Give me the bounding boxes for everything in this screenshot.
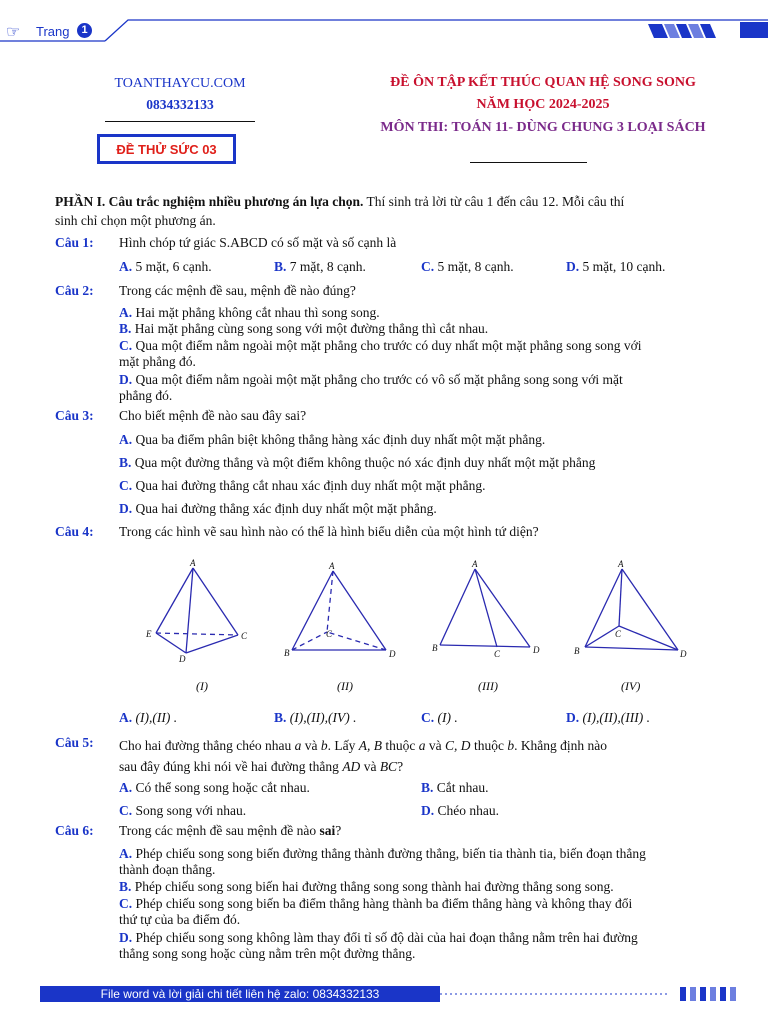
school-year: NĂM HỌC 2024-2025	[476, 97, 610, 112]
svg-text:E: E	[146, 629, 152, 639]
header-decoration	[0, 0, 768, 50]
figure-captions	[196, 679, 640, 693]
svg-text:B: B	[284, 648, 290, 658]
question-label: Câu 5:	[55, 735, 94, 750]
question-text: Cho biết mệnh đề nào sau đây sai?	[119, 408, 307, 423]
svg-text:C: C	[494, 649, 501, 659]
exam-badge	[97, 134, 236, 164]
figure-1	[156, 568, 238, 653]
option-b[interactable]: B. 7 mặt, 8 cạnh.	[274, 259, 366, 274]
option-d[interactable]: D. 5 mặt, 10 cạnh.	[566, 259, 666, 274]
question-label: Câu 6:	[55, 823, 94, 838]
divider	[470, 162, 587, 163]
option-a[interactable]: A. 5 mặt, 6 cạnh.	[119, 259, 212, 274]
subject-line: MÔN THI: TOÁN 11- DÙNG CHUNG 3 LOẠI SÁCH	[380, 120, 706, 135]
option-d[interactable]: D. Qua một điểm nằm ngoài một mặt phẳng cho trước có vô số mặt phẳng song song với mặt phẳng đó.	[119, 372, 623, 403]
svg-text:(IV): (IV)	[621, 679, 641, 693]
svg-text:D: D	[389, 649, 396, 659]
svg-text:B: B	[574, 646, 580, 656]
svg-text:C: C	[615, 629, 622, 639]
option-c[interactable]: C. Song song với nhau.	[119, 803, 247, 818]
option-c[interactable]: C. (I) .	[421, 710, 458, 725]
svg-text:(III): (III)	[478, 679, 498, 693]
figure-4	[585, 569, 678, 650]
tetrahedron-figures	[130, 555, 730, 700]
page-label: Trang	[36, 24, 70, 39]
svg-text:(I): (I)	[196, 679, 208, 693]
question-label: Câu 2:	[55, 283, 94, 298]
svg-text:A: A	[618, 559, 624, 569]
footer-decoration	[440, 984, 750, 1004]
page-number-badge: 1	[77, 23, 92, 38]
option-d[interactable]: D. Phép chiếu song song không làm thay đổi tỉ số độ dài của hai đoạn thẳng nằm trên hai đường thẳng song song hoặc cùng nằm trên một đường thẳng.	[119, 930, 638, 961]
question-label: Câu 3:	[55, 408, 94, 423]
option-c[interactable]: C. Qua hai đường thẳng cắt nhau xác định duy nhất một mặt phẳng.	[119, 478, 486, 493]
question-label: Câu 1:	[55, 235, 94, 250]
question-text: Trong các mệnh đề sau, mệnh đề nào đúng?	[119, 283, 356, 298]
figure-2	[292, 571, 386, 650]
svg-text:B: B	[432, 643, 438, 653]
pointing-hand-icon: ☞	[6, 24, 21, 41]
footer-text: File word và lời giải chi tiết liên hệ zalo: 0834332133	[100, 987, 380, 1001]
svg-text:D: D	[680, 649, 687, 659]
svg-text:A: A	[472, 559, 478, 569]
option-b[interactable]: B. Hai mặt phẳng cùng song song với một đường thẳng thì cắt nhau.	[119, 321, 489, 336]
svg-text:D: D	[533, 645, 540, 655]
option-b[interactable]: B. Qua một đường thẳng và một điểm không thuộc nó xác định duy nhất một mặt phẳng	[119, 455, 596, 470]
option-c[interactable]: C. Qua một điểm nằm ngoài một mặt phẳng cho trước có duy nhất một mặt phẳng song song với mặt phẳng đó.	[119, 338, 642, 369]
option-b[interactable]: B. Cắt nhau.	[421, 780, 489, 795]
question-text: Trong các mệnh đề sau mệnh đề nào sai?	[119, 823, 342, 838]
question-text: Hình chóp tứ giác S.ABCD có số mặt và số cạnh là	[119, 235, 397, 250]
option-a[interactable]: A. Có thể song song hoặc cắt nhau.	[119, 780, 310, 795]
svg-text:A: A	[329, 561, 335, 571]
svg-text:C: C	[326, 629, 333, 639]
svg-text:(II): (II)	[337, 679, 353, 693]
svg-text:A: A	[190, 558, 196, 568]
exam-title: ĐỀ ÔN TẬP KẾT THÚC QUAN HỆ SONG SONG	[390, 75, 696, 90]
question-text: Cho hai đường thẳng chéo nhau a và b. Lấy A, B thuộc a và C, D thuộc b. Khẳng định nào sau đây đúng khi nói về hai đường thẳng AD và BC?	[119, 738, 608, 774]
figure-3	[440, 569, 530, 647]
svg-text:C: C	[241, 631, 248, 641]
option-c[interactable]: C. Phép chiếu song song biến ba điểm thẳng hàng thành ba điểm thẳng hàng và không thay đổi thứ tự của ba điểm đó.	[119, 896, 633, 927]
phone-number: 0834332133	[146, 97, 214, 112]
section-instructions-2: sinh chỉ chọn một phương án.	[55, 213, 216, 228]
question-text: Trong các hình vẽ sau hình nào có thể là hình biểu diễn của một hình tứ diện?	[119, 524, 539, 539]
question-label: Câu 4:	[55, 524, 94, 539]
option-d[interactable]: D. (I),(II),(III) .	[566, 710, 650, 725]
option-b[interactable]: B. (I),(II),(IV) .	[274, 710, 357, 725]
option-a[interactable]: A. (I),(II) .	[119, 710, 178, 725]
option-d[interactable]: D. Qua hai đường thẳng xác định duy nhất một mặt phẳng.	[119, 501, 437, 516]
option-c[interactable]: C. 5 mặt, 8 cạnh.	[421, 259, 514, 274]
exam-badge-label: ĐỀ THỬ SỨC 03	[116, 141, 217, 157]
option-a[interactable]: A. Hai mặt phẳng không cắt nhau thì song song.	[119, 305, 380, 320]
section-intro	[55, 192, 715, 230]
svg-text:D: D	[179, 654, 186, 664]
option-a[interactable]: A. Qua ba điểm phân biệt không thẳng hàng xác định duy nhất một mặt phẳng.	[119, 432, 546, 447]
option-a[interactable]: A. Phép chiếu song song biến đường thẳng thành đường thẳng, biến tia thành tia, biến đoạn thẳng thành đoạn thẳng.	[119, 846, 646, 877]
option-b[interactable]: B. Phép chiếu song song biến hai đường thẳng song song thành hai đường thẳng song song.	[119, 879, 614, 894]
section-heading: PHẦN I. Câu trắc nghiệm nhiều phương án lựa chọn.	[55, 194, 364, 209]
site-name: TOANTHAYCU.COM	[114, 76, 246, 91]
option-d[interactable]: D. Chéo nhau.	[421, 803, 499, 818]
section-instructions: Thí sinh trả lời từ câu 1 đến câu 12. Mỗi câu thí	[363, 194, 625, 209]
divider	[105, 121, 255, 122]
